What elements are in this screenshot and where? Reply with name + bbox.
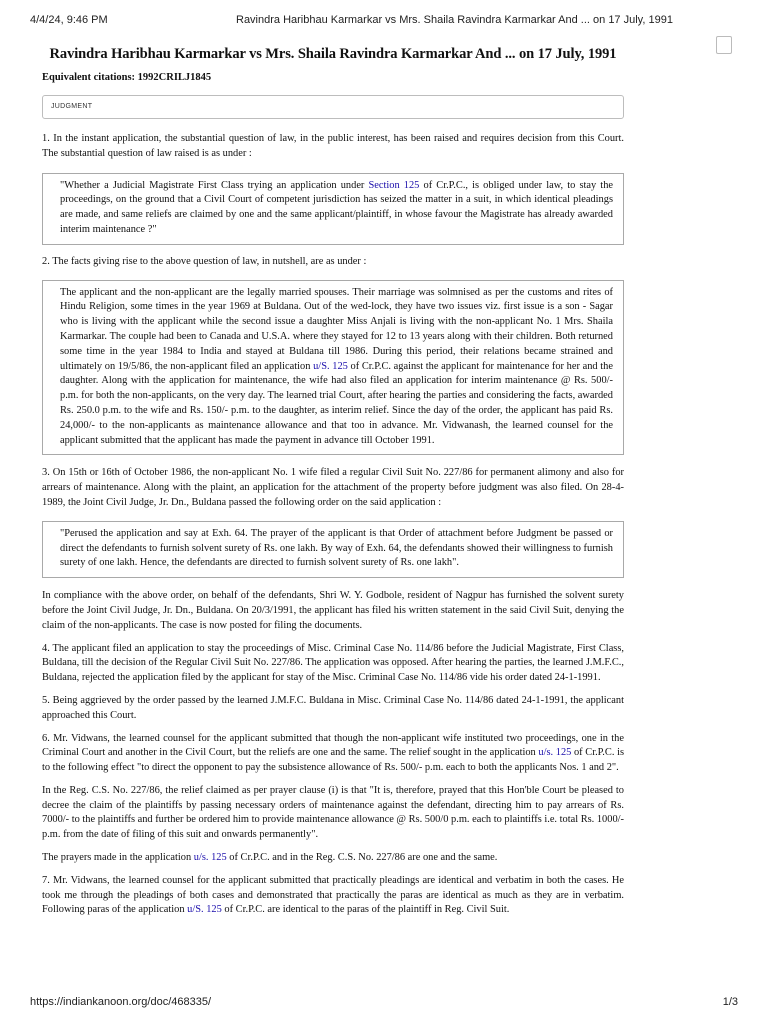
paragraph-5: 5. Being aggrieved by the order passed by the learned J.M.F.C. Buldana in Misc. Criminal Case No. 114/86 dated 24-1-1991, the applicant approached this Court. [42, 694, 624, 721]
judgment-label: JUDGMENT [51, 103, 93, 110]
quote-text: "Whether a Judicial Magistrate First Class trying an application under [60, 179, 369, 191]
quote-text: of Cr.P.C., is obliged under law, to stay the proceedings, on the ground that a Civil Court of competent jurisdiction has seized the matter in a suit, in which identical pleadings are made, and same reliefs are claimed by one and the same applicant/plaintiff, in whose favour the Magistrate has already awarded interim maintenance ?" [60, 179, 614, 235]
bookmark-icon[interactable] [716, 36, 732, 54]
page-number: 1/3 [722, 996, 738, 1008]
equivalent-citations: Equivalent citations: 1992CRILJ1845 [42, 72, 212, 83]
source-url: https://indiankanoon.org/doc/468335/ [30, 996, 212, 1008]
paragraph-7 [42, 874, 624, 918]
print-title: Ravindra Haribhau Karmarkar vs Mrs. Shaila Ravindra Karmarkar And ... on 17 July, 1991 [236, 14, 673, 26]
paragraph-2: 2. The facts giving rise to the above question of law, in nutshell, are as under : [42, 255, 367, 267]
quote-text: "Perused the application and say at Exh. 64. The prayer of the applicant is that Order of attachment before Judgment be passed or direct the defendants to furnish solvent surety of Rs. one lakh. By way of Exh. 64, the defendants showed their willingness to furnish surety of one lakh. Hence, the defendants are directed to furnish solvent surety of Rs. one lakh". [60, 527, 613, 569]
print-date: 4/4/24, 9:46 PM [30, 14, 108, 26]
paragraph-text: of Cr.P.C. are identical to the paras of the plaintiff in Reg. Civil Suit. [221, 904, 510, 916]
paragraph-text: 7. Mr. Vidwans, the learned counsel for the applicant submitted that practically pleadings are identical and verbatim in both the cases. He took me through the pleadings of both cases and demonstrated that practically the paras are identical as much as they are in verbatim. Following paras of the application [42, 874, 624, 916]
paragraph-compliance: In compliance with the above order, on behalf of the defendants, Shri W. Y. Godbole, resident of Nagpur has furnished the solvent surety before the Joint Civil Judge, Jr. Dn., Buldana. On 20/3/1991, the applicant has filed his written statement in the said Civil Suit, denying the claim of the non-applicants. The case is now posted for filing the documents. [42, 590, 624, 631]
quote-question-of-law [42, 173, 624, 245]
paragraph-prayers [42, 851, 624, 866]
paragraph-text: 6. Mr. Vidwans, the learned counsel for the applicant submitted that though the non-applicant wife instituted two proceedings, one in the Criminal Court and another in the Civil Court, but the reliefs are one and the same. The relief sought in the application [42, 732, 624, 759]
us-125-link[interactable]: u/S. 125 [313, 360, 348, 372]
judgment-label-box [42, 95, 624, 119]
paragraph-text: of Cr.P.C. and in the Reg. C.S. No. 227/86 are one and the same. [226, 852, 498, 864]
print-header [0, 0, 768, 24]
us-125-link[interactable]: u/s. 125 [538, 747, 572, 759]
document-title: Ravindra Haribhau Karmarkar vs Mrs. Shaila Ravindra Karmarkar And ... on 17 July, 1991 [49, 46, 617, 62]
quote-text: The applicant and the non-applicant are the legally married spouses. Their marriage was solmnised as per the customs and rites of Hindu Religion, some times in the year 1969 at Buldana. Out of the wed-lock, they have two issues viz. first issue is a son - Sagar who is living with the applicant while the second issue a daughter Miss Anjali is living with the non-applicant No. 1 Mrs. Shaila Karmarkar. The couple had been to Canada and U.S.A. where they stayed for 12 to 13 years along with their children. Both returned some time in the year 1984 to India and stayed at Buldana till 1986. During this period, their relations became strained and ultimately on 19/5/86, the non-applicant filed an application [60, 286, 613, 372]
us-125-link[interactable]: u/S. 125 [187, 904, 222, 916]
section-125-link[interactable]: Section 125 [368, 179, 420, 191]
quote-facts [42, 280, 624, 456]
paragraph-1: 1. In the instant application, the substantial question of law, in the public interest, has been raised and requires decision from this Court. The substantial question of law raised is as under : [42, 133, 624, 159]
judgment-document [42, 46, 624, 918]
paragraph-6 [42, 732, 624, 776]
paragraph-text: The prayers made in the application [42, 852, 194, 864]
quote-text: of Cr.P.C. against the applicant for maintenance for her and the daughter. Along with the application for maintenance, the wife had also filed an application for interim maintenance @ Rs. 500/- p.m. for both the non-applicants, on the very day. The learned trial Court, after hearing the parties and considering the facts, awarded Rs. 250.0 p.m. to the wife and Rs. 150/- p.m. to the daughter, as interim relief. Since the day of the order, the applicant has paid Rs. 24,000/- to the non-applicants as maintenance allowance and that too in advance. Mr. Vidwanash, the learned counsel for the applicant submitted that the applicant has made the payment in advance till October 1991. [60, 360, 613, 446]
paragraph-4: 4. The applicant filed an application to stay the proceedings of Misc. Criminal Case No. 114/86 before the Judicial Magistrate, First Class, Buldana, till the decision of the Regular Civil Suit No. 227/86. The application was opposed. After hearing the parties, the learned J.M.F.C., Buldana, rejected the application filed by the applicant for stay of the Misc. Criminal Case No. 114/86 vide his order dated 24-1-1991. [42, 642, 624, 684]
quote-order [42, 521, 624, 578]
us-125-link[interactable]: u/s. 125 [193, 852, 227, 864]
paragraph-text: of Cr.P.C. is to the following effect "to direct the opponent to pay the subsistence allowance of Rs. 500/- p.m. each to both the applicants Nos. 1 and 2". [42, 747, 625, 774]
paragraph-reg-cs: In the Reg. C.S. No. 227/86, the relief claimed as per prayer clause (i) is that "It is, therefore, prayed that this Hon'ble Court be pleased to decree the claim of the plaintiffs by passing necessary orders of maintenance against the defendant, directing him to pay arrears of Rs. 7000/- to the plaintiffs and further be ordered him to provide maintenance allowance @ Rs. 500/0 p.m. each to plaintiffs i.e. total Rs. 1000/- p.m. from the date of filing of this suit and onwards permanently". [42, 784, 624, 841]
paragraph-3: 3. On 15th or 16th of October 1986, the non-applicant No. 1 wife filed a regular Civil Suit No. 227/86 for permanent alimony and also for arrears of maintenance. Along with the plaint, an application for the attachment of the property before judgment was also filed. On 28-4-1989, the Joint Civil Judge, Jr. Dn., Buldana passed the following order on the said application : [42, 467, 624, 508]
